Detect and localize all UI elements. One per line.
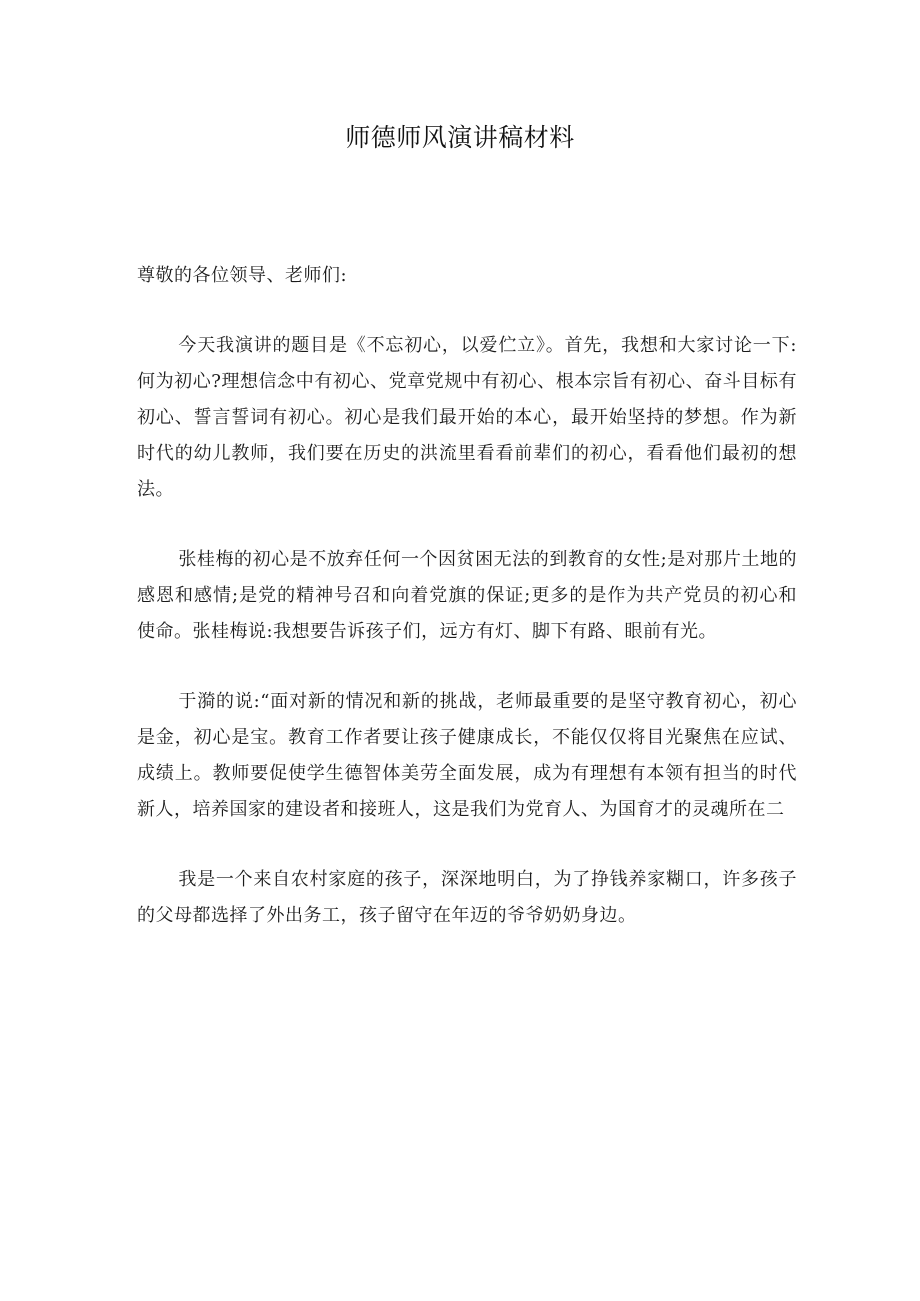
document-body bbox=[137, 258, 797, 968]
paragraph-3: 于漪的说:“面对新的情况和新的挑战，老师最重要的是坚守教育初心，初心是金，初心是宝。教育工作者要让孩子健康成长，不能仅仅将目光聚焦在应试、成绩上。教师要促使学生德智体美劳全面发展，成为有理想有本领有担当的时代新人，培养国家的建设者和接班人，这是我们为党育人、为国育才的灵魂所在二 bbox=[137, 691, 797, 820]
salutation: 尊敬的各位领导、老师们: bbox=[137, 265, 348, 286]
paragraph-2: 张桂梅的初心是不放弃任何一个因贫困无法的到教育的女性;是对那片土地的感恩和感情;是党的精神号召和向着党旗的保证;更多的是作为共产党员的初心和使命。张桂梅说:我想要告诉孩子们，远方有灯、脚下有路、眼前有光。 bbox=[137, 549, 797, 642]
paragraph-1: 今天我演讲的题目是《不忘初心，以爱伫立》。首先，我想和大家讨论一下:何为初心?理想信念中有初心、党章党规中有初心、根本宗旨有初心、奋斗目标有初心、誓言誓词有初心。初心是我们最开始的本心，最开始坚持的梦想。作为新时代的幼儿教师，我们要在历史的洪流里看看前辈们的初心，看看他们最初的想法。 bbox=[137, 335, 797, 500]
paragraph-4: 我是一个来自农村家庭的孩子，深深地明白，为了挣钱养家糊口，许多孩子的父母都选择了外出务工，孩子留守在年迈的爷爷奶奶身边。 bbox=[137, 869, 797, 926]
document-title: 师德师风演讲稿材料 bbox=[345, 123, 575, 152]
